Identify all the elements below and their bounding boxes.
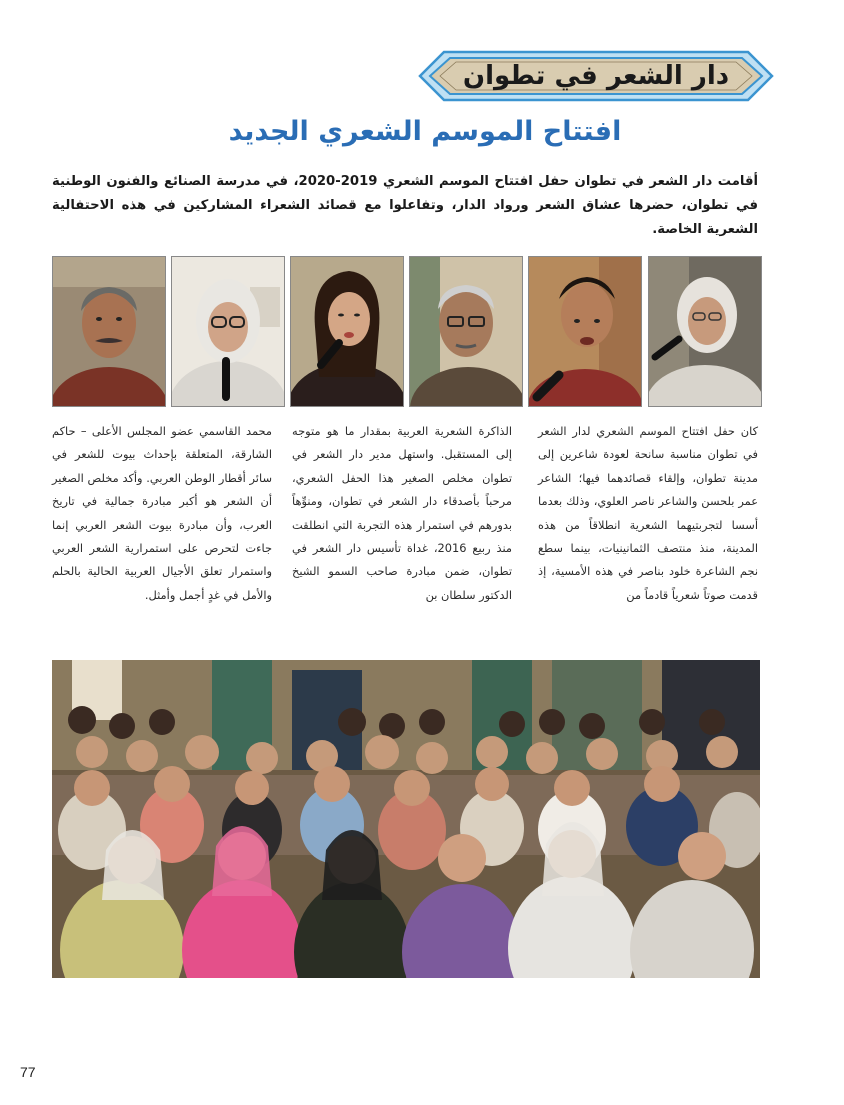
article-column-2: الذاكرة الشعرية العربية بمقدار ما هو متوجه إلى المستقبل. واستهل مدير دار الشعر في تطوان مخلص الصغير هذا الحفل الشعري، مرحباً بأصدقاء دار الشعر في تطوان، ومنوِّهاً بدورهم في استمرار هذه التجربة التي انطلقت منذ ربيع 2016، غداة تأسيس دار الشعر في تطوان، ضمن مبادرة صاحب السمو الشيخ الدكتور سلطان بن xyxy=(292,424,512,602)
portrait-photo xyxy=(52,256,166,407)
portrait-photo xyxy=(648,256,762,407)
article-column-3: محمد القاسمي عضو المجلس الأعلى – حاكم الشارقة، المتعلقة بإحداث بيوت للشعر في سائر أقطار الوطن العربي. وأكد مخلص الصغير أن الشعر هو أكبر مبادرة جمالية في تاريخ العرب، وأن مبادرة بيوت الشعر العربي إنما جاءت لتحرص على استمرارية الشعر العربي واستمرار تعلق الأجيال العربية الحالية بالحلم والأمل في غدٍ أجمل وأمثل. xyxy=(52,424,272,602)
portrait-photo xyxy=(290,256,404,407)
portrait-strip xyxy=(52,256,760,406)
portrait-photo xyxy=(409,256,523,407)
portrait-photo xyxy=(528,256,642,407)
audience-photo xyxy=(52,660,760,978)
page-number: 77 xyxy=(20,1064,36,1080)
article-headline: افتتاح الموسم الشعري الجديد xyxy=(228,116,622,147)
section-title: دار الشعر في تطوان xyxy=(462,61,730,91)
intro-paragraph: أقامت دار الشعر في تطوان حفل افتتاح الموسم الشعري 2019-2020، في مدرسة الصنائع والفنون الوطنية في تطوان، حضرها عشاق الشعر ورواد الدار، وتفاعلوا مع قصائد الشعراء المشاركين في هذه الاحتفالية الشعرية الخاصة. xyxy=(52,174,758,237)
article-column-1: كان حفل افتتاح الموسم الشعري لدار الشعر في تطوان مناسبة سانحة لعودة شاعرين إلى مدينة تطوان، وإلقاء قصائدهما فيها؛ الشاعر عمر بلحسن والشاعر ناصر العلوي، وذلك بعدما أسسا لتجربتيهما الشعرية انطلاقاً من هذه المدينة، منذ منتصف الثمانينيات، بينما سطع نجم الشاعرة خلود بناصر في هذه الأمسية، إذ قدمت صوتاً شعرياً قادماً من xyxy=(538,424,758,602)
section-banner xyxy=(418,50,774,102)
portrait-photo xyxy=(171,256,285,407)
